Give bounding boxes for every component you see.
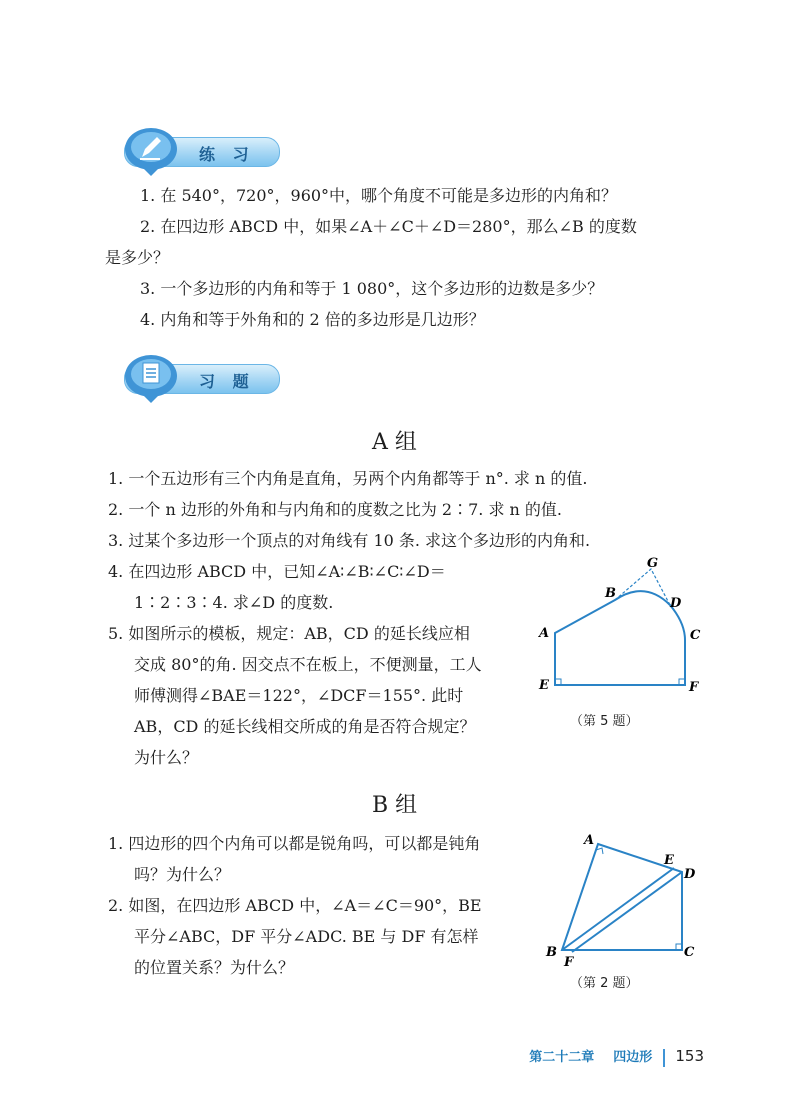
group-a-line-10: 为什么？ — [134, 748, 199, 767]
group-b-line-4: 平分∠ABC，DF 平分∠ADC. BE 与 DF 有怎样 — [134, 927, 479, 946]
group-b-line-5: 的位置关系？为什么？ — [134, 958, 295, 977]
group-a-line-3: 3. 过某个多边形一个顶点的对角线有 10 条. 求这个多边形的内角和. — [108, 531, 591, 550]
exercise-title: 习 题 — [199, 372, 255, 391]
group-b-line-3: 2. 如图，在四边形 ABCD 中，∠A＝∠C＝90°，BE — [108, 896, 482, 915]
group-a-line-7: 交成 80°的角. 因交点不在板上，不便测量，工人 — [134, 655, 482, 674]
label-E: E — [539, 678, 549, 693]
label-C: C — [684, 945, 695, 960]
label-D: D — [684, 867, 696, 882]
group-a-line-1: 1. 一个五边形有三个内角是直角，另两个内角都等于 n°. 求 n 的值. — [108, 469, 588, 488]
group-a-line-2: 2. 一个 n 边形的外角和与内角和的度数之比为 2∶7. 求 n 的值. — [108, 500, 563, 519]
notebook-icon — [124, 354, 178, 398]
label-G: G — [647, 556, 659, 571]
page-number: 153 — [675, 1047, 704, 1065]
figure-2-caption: （第 2 题） — [570, 976, 639, 991]
figure-template — [535, 555, 705, 700]
pencil-icon — [124, 127, 178, 171]
group-a-line-9: AB，CD 的延长线相交所成的角是否符合规定？ — [134, 717, 476, 736]
practice-banner-arrow — [144, 169, 158, 176]
label-B: B — [546, 945, 557, 960]
group-b-heading: B 组 — [372, 793, 418, 818]
label-C: C — [690, 628, 701, 643]
practice-item-2: 2. 在四边形 ABCD 中，如果∠A＋∠C＋∠D＝280°，那么∠B 的度数 — [140, 217, 637, 236]
group-a-line-6: 5. 如图所示的模板，规定：AB，CD 的延长线应相 — [108, 624, 470, 643]
exercise-banner-arrow — [144, 396, 158, 403]
practice-item-4: 4. 内角和等于外角和的 2 倍的多边形是几边形？ — [140, 310, 485, 329]
practice-banner — [104, 131, 278, 171]
practice-item-1: 1. 在 540°，720°，960°中，哪个角度不可能是多边形的内角和？ — [140, 186, 618, 205]
practice-title: 练 习 — [199, 145, 255, 164]
page-footer — [529, 1046, 704, 1067]
practice-item-2-cont: 是多少？ — [105, 248, 170, 267]
group-b-line-2: 吗？为什么？ — [134, 865, 231, 884]
figure-5-caption: （第 5 题） — [570, 714, 639, 729]
label-D: D — [670, 596, 682, 611]
exercise-banner — [104, 358, 278, 398]
label-A: A — [539, 626, 550, 641]
label-F: F — [689, 680, 699, 695]
group-a-line-8: 师傅测得∠BAE＝122°，∠DCF＝155°. 此时 — [134, 686, 464, 705]
group-a-line-5: 1∶2∶3∶4. 求∠D 的度数. — [134, 593, 334, 612]
group-b-line-1: 1. 四边形的四个内角可以都是锐角吗，可以都是钝角 — [108, 834, 481, 853]
figure-quadrilateral — [540, 828, 700, 968]
practice-item-3: 3. 一个多边形的内角和等于 1 080°，这个多边形的边数是多少？ — [140, 279, 604, 298]
label-B: B — [605, 586, 616, 601]
footer-divider — [663, 1049, 665, 1067]
label-A: A — [584, 833, 595, 848]
group-a-line-4: 4. 在四边形 ABCD 中，已知∠A∶∠B∶∠C∶∠D＝ — [108, 562, 446, 581]
footer-section: 四边形 — [613, 1050, 653, 1065]
group-a-heading: A 组 — [372, 430, 417, 455]
label-F: F — [564, 955, 574, 968]
label-E: E — [664, 853, 674, 868]
footer-chapter: 第二十二章 — [529, 1050, 595, 1065]
